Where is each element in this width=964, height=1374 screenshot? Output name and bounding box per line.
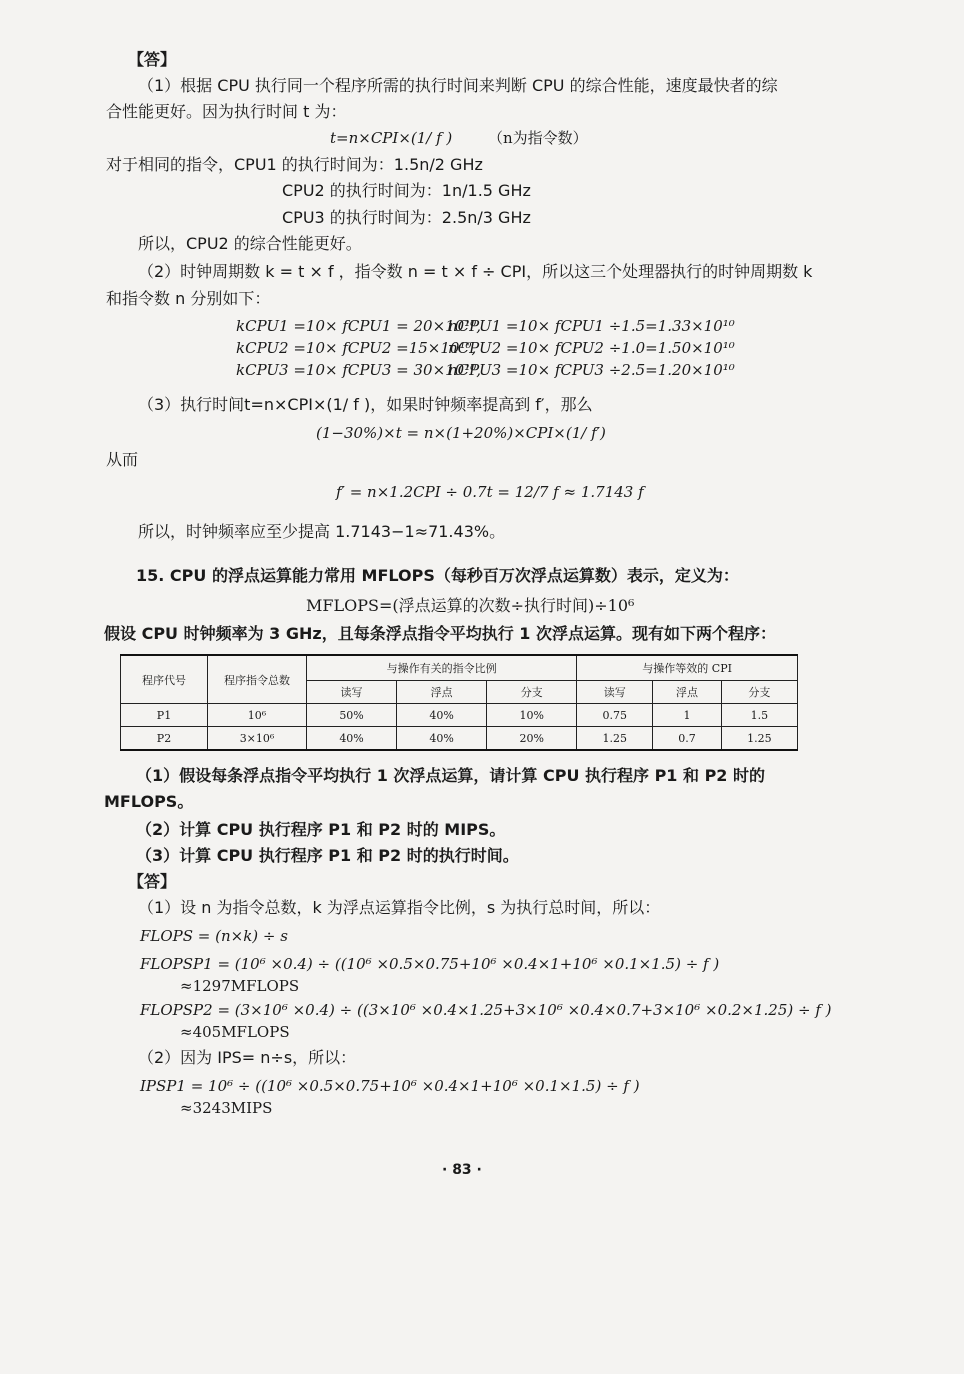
table-cell: 10%	[487, 704, 577, 727]
table-cell: 0.7	[653, 727, 722, 751]
k-cpu2: kCPU2 =10× fCPU2 =15×10¹⁰,	[236, 339, 477, 357]
table-cell: 40%	[397, 727, 487, 751]
part3-conclusion: 所以，时钟频率应至少提高 1.7143−1≈71.43%。	[138, 522, 506, 541]
table-cell: 1.25	[721, 727, 797, 751]
part2-line-1: （2）时钟周期数 k = t × f ，指令数 n = t × f ÷ CPI，所以这三个处理器执行的时钟周期数 k	[138, 262, 813, 281]
part3-therefore: 从而	[106, 450, 139, 469]
header-total-instructions: 程序指令总数	[208, 655, 307, 704]
header-instruction-ratio: 与操作有关的指令比例	[307, 655, 577, 681]
answer2-line-2: （2）因为 IPS= n÷s，所以：	[138, 1048, 357, 1067]
subheader-float-cpi: 浮点	[653, 681, 722, 704]
answer1-line-2: 合性能更好。因为执行时间 t 为：	[106, 102, 347, 121]
flops-p1-result: ≈1297MFLOPS	[180, 977, 300, 995]
table-cell: 40%	[307, 727, 397, 751]
subheader-rw: 读写	[307, 681, 397, 704]
table-cell: 1.5	[721, 704, 797, 727]
cpu1-exec-time: 对于相同的指令，CPU1 的执行时间为：1.5n/2 GHz	[106, 155, 483, 174]
table-cell: 0.75	[577, 704, 653, 727]
table-cell: 40%	[397, 704, 487, 727]
answer-heading-2: 【答】	[128, 872, 177, 891]
k-cpu3: kCPU3 =10× fCPU3 = 30×10¹⁰,	[236, 361, 482, 379]
question-15-line-1: 15. CPU 的浮点运算能力常用 MFLOPS（每秒百万次浮点运算数）表示，定义为：	[136, 566, 739, 585]
table-cell: P1	[121, 704, 208, 727]
table-cell: 1	[653, 704, 722, 727]
flops-p1-formula: FLOPSP1 = (10⁶ ×0.4) ÷ ((10⁶ ×0.5×0.75+10⁶ ×0.4×1+10⁶ ×0.1×1.5) ÷ f )	[140, 955, 720, 973]
program-table	[120, 654, 798, 751]
answer1-line-1: （1）根据 CPU 执行同一个程序所需的执行时间来判断 CPU 的综合性能，速度最快者的综	[138, 76, 778, 95]
mflops-definition: MFLOPS=(浮点运算的次数÷执行时间)÷10⁶	[306, 596, 635, 615]
n-cpu2: nCPU2 =10× fCPU2 ÷1.0=1.50×10¹⁰	[448, 339, 735, 357]
answer-heading-1: 【答】	[128, 50, 177, 69]
flops-p2-result: ≈405MFLOPS	[180, 1023, 290, 1041]
sub-question-1b: MFLOPS。	[104, 792, 194, 811]
exec-time-formula: t=n×CPI×(1/ f )	[330, 129, 453, 147]
table-cell: 10⁶	[208, 704, 307, 727]
cpu3-exec-time: CPU3 的执行时间为：2.5n/3 GHz	[282, 208, 531, 227]
subheader-branch: 分支	[487, 681, 577, 704]
part3-line-1: （3）执行时间t=n×CPI×(1/ f )，如果时钟频率提高到 f′，那么	[138, 395, 593, 414]
subheader-rw-cpi: 读写	[577, 681, 653, 704]
table-row	[121, 704, 798, 727]
n-cpu1: nCPU1 =10× fCPU1 ÷1.5=1.33×10¹⁰	[448, 317, 735, 335]
part3-frequency-formula: f′ = n×1.2CPI ÷ 0.7t = 12/7 f ≈ 1.7143 f	[336, 483, 644, 501]
table-cell: 50%	[307, 704, 397, 727]
subheader-branch-cpi: 分支	[721, 681, 797, 704]
cpu2-exec-time: CPU2 的执行时间为：1n/1.5 GHz	[282, 181, 531, 200]
sub-question-3: （3）计算 CPU 执行程序 P1 和 P2 时的执行时间。	[136, 846, 519, 865]
header-program-code: 程序代号	[121, 655, 208, 704]
part2-line-2: 和指令数 n 分别如下：	[106, 289, 271, 308]
flops-p2-formula: FLOPSP2 = (3×10⁶ ×0.4) ÷ ((3×10⁶ ×0.4×1.25+3×10⁶ ×0.4×0.7+3×10⁶ ×0.2×1.25) ÷ f )	[140, 1001, 832, 1019]
ips-p1-formula: IPSP1 = 10⁶ ÷ ((10⁶ ×0.5×0.75+10⁶ ×0.4×1+10⁶ ×0.1×1.5) ÷ f )	[140, 1077, 640, 1095]
sub-question-2: （2）计算 CPU 执行程序 P1 和 P2 时的 MIPS。	[136, 820, 506, 839]
table-cell: 1.25	[577, 727, 653, 751]
answer2-line-1: （1）设 n 为指令总数，k 为浮点运算指令比例，s 为执行总时间，所以：	[138, 898, 661, 917]
header-equivalent-cpi: 与操作等效的 CPI	[577, 655, 798, 681]
k-cpu1: kCPU1 =10× fCPU1 = 20×10¹⁰,	[236, 317, 482, 335]
page-number: · 83 ·	[442, 1162, 482, 1178]
table-cell: 20%	[487, 727, 577, 751]
sub-question-1a: （1）假设每条浮点指令平均执行 1 次浮点运算，请计算 CPU 执行程序 P1 和 P2 时的	[136, 766, 766, 785]
ips-p1-result: ≈3243MIPS	[180, 1099, 273, 1117]
part3-equation: (1−30%)×t = n×(1+20%)×CPI×(1/ f′)	[316, 424, 606, 442]
flops-formula: FLOPS = (n×k) ÷ s	[140, 927, 288, 945]
n-cpu3: nCPU3 =10× fCPU3 ÷2.5=1.20×10¹⁰	[448, 361, 735, 379]
table-row	[121, 727, 798, 751]
question-15-line-2: 假设 CPU 时钟频率为 3 GHz，且每条浮点指令平均执行 1 次浮点运算。现有如下两个程序：	[104, 624, 776, 643]
answer1-conclusion: 所以，CPU2 的综合性能更好。	[138, 234, 362, 253]
subheader-float: 浮点	[397, 681, 487, 704]
exec-time-formula-note: （n为指令数）	[488, 129, 588, 147]
table-cell: 3×10⁶	[208, 727, 307, 751]
table-cell: P2	[121, 727, 208, 751]
